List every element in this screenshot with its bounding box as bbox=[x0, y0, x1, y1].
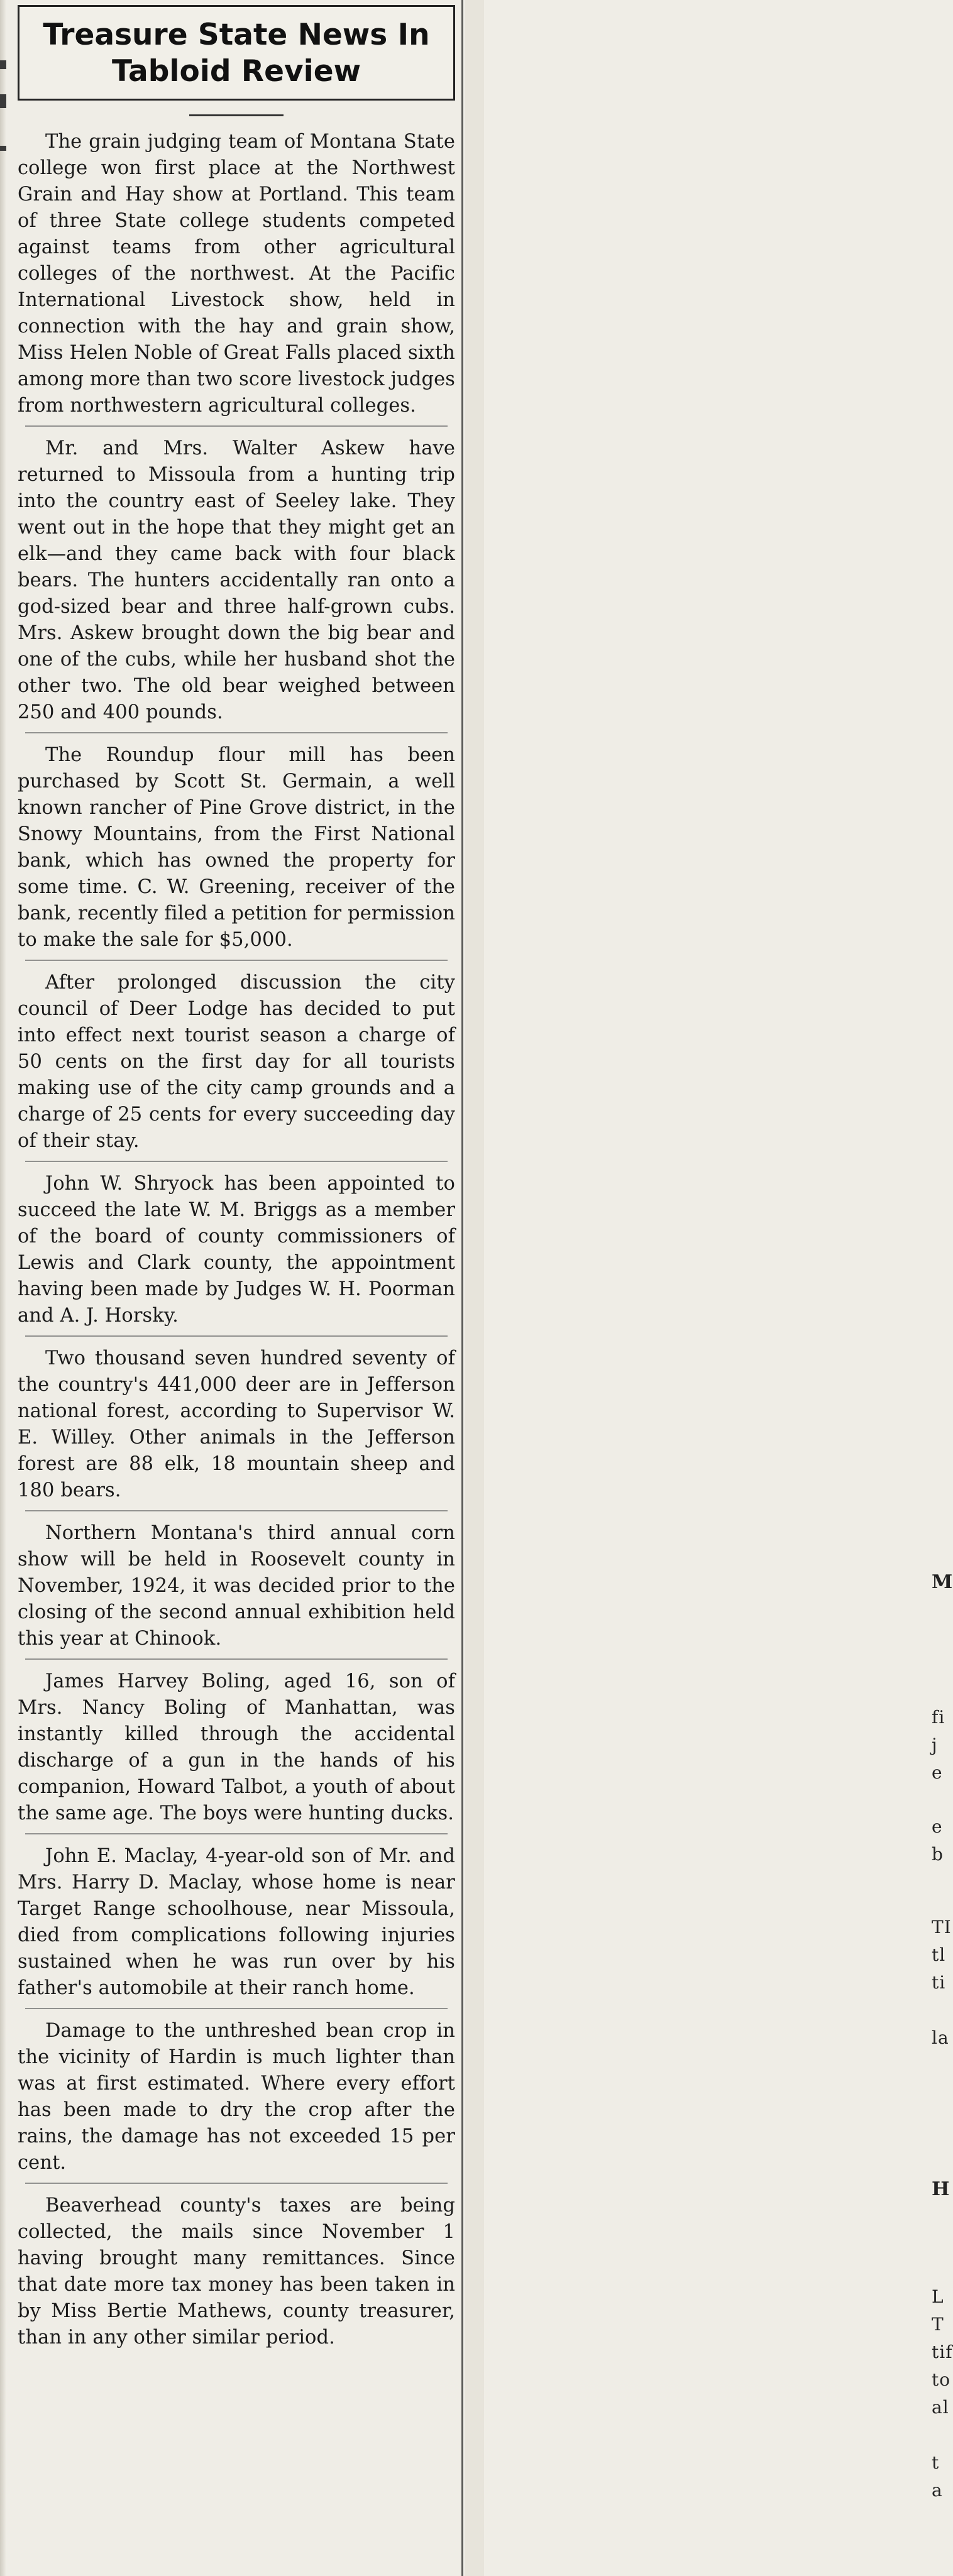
item-separator bbox=[25, 2008, 448, 2009]
news-item: John E. Maclay, 4-year-old son of Mr. and Mrs. Harry D. Maclay, whose home is near Target Range schoolhouse, near Missoula, died from complications following injuries sustained when he was run over by his father's automobile at their ranch home. bbox=[18, 1845, 455, 1999]
adjacent-fragment: tl bbox=[932, 1944, 946, 1965]
adjacent-fragment: e bbox=[932, 1816, 943, 1837]
adjacent-fragment: la bbox=[932, 2027, 949, 2048]
news-item: The grain judging team of Montana State college won first place at the Northwest Grain and Hay show at Portland. This team of three State college students competed against teams from other agricultural colleges of the northwest. At the Pacific International Livestock show, held in connection with the hay and grain show, Miss Helen Noble of Great Falls placed sixth among more than two score livestock judges from northwestern agricultural colleges. bbox=[18, 131, 455, 417]
news-item: Beaverhead county's taxes are being collected, the mails since November 1 having brought many remittances. Since that date more tax money has been taken in by Miss Bertie Mathews, county treasurer, than in any other similar period. bbox=[18, 2195, 455, 2349]
adjacent-fragment: H bbox=[932, 2178, 950, 2200]
item-separator bbox=[25, 1510, 448, 1511]
adjacent-fragment: b bbox=[932, 1844, 944, 1865]
item-separator bbox=[25, 2183, 448, 2184]
item-separator bbox=[25, 960, 448, 961]
headline-divider bbox=[189, 114, 284, 116]
news-item: Northern Montana's third annual corn show will be held in Roosevelt county in November, 1924, it was decided prior to the closing of the second annual exhibition held this year at Chinook. bbox=[18, 1522, 455, 1650]
item-separator bbox=[25, 1335, 448, 1337]
column-rule bbox=[461, 0, 463, 2576]
article-column bbox=[18, 0, 455, 2357]
news-item: John W. Shryock has been appointed to succeed the late W. M. Briggs as a member of the board of county commissioners of Lewis and Clark county, the appointment having been made by Judges W. H. Poorman and A. J. Horsky. bbox=[18, 1173, 455, 1327]
adjacent-fragment: a bbox=[932, 2480, 943, 2501]
adjacent-fragment: j bbox=[932, 1735, 938, 1755]
news-item: Damage to the unthreshed bean crop in the vicinity of Hardin is much lighter than was at first estimated. Where every effort has been made to dry the crop after the rains, the damage has not exceeded 15 per cent. bbox=[18, 2020, 455, 2174]
adjacent-fragment: al bbox=[932, 2397, 949, 2418]
adjacent-fragment: to bbox=[932, 2369, 951, 2390]
adjacent-fragment: L bbox=[932, 2286, 944, 2307]
news-item: Two thousand seven hundred seventy of the country's 441,000 deer are in Jefferson national forest, according to Supervisor W. E. Willey. Other animals in the Jefferson forest are 88 elk, 18 mountain sheep and 180 bears. bbox=[18, 1347, 455, 1501]
item-separator bbox=[25, 425, 448, 427]
item-separator bbox=[25, 732, 448, 733]
adjacent-fragment: fi bbox=[932, 1707, 945, 1728]
adjacent-column-fragment bbox=[465, 0, 953, 2576]
adjacent-fragment: ti bbox=[932, 1972, 946, 1993]
headline-box bbox=[18, 5, 455, 101]
item-separator bbox=[25, 1658, 448, 1660]
adjacent-fragment: tif bbox=[932, 2342, 953, 2362]
left-column-fragment-marks bbox=[0, 0, 9, 2576]
adjacent-fragment: M bbox=[932, 1571, 953, 1593]
adjacent-fragment: TI bbox=[932, 1917, 952, 1937]
adjacent-fragment: t bbox=[932, 2452, 940, 2473]
item-separator bbox=[25, 1833, 448, 1834]
headline: Treasure State News In Tabloid Review bbox=[43, 18, 430, 89]
news-item: Mr. and Mrs. Walter Askew have returned to Missoula from a hunting trip into the country east of Seeley lake. They went out in the hope that they might get an elk—and they came back with four black bears. The hunters accidentally ran onto a god-sized bear and three half-grown cubs. Mrs. Askew brought down the big bear and one of the cubs, while her husband shot the other two. The old bear weighed between 250 and 400 pounds. bbox=[18, 437, 455, 723]
news-item: The Roundup flour mill has been purchased by Scott St. Germain, a well known rancher of Pine Grove district, in the Snowy Mountains, from the First National bank, which has owned the property for some time. C. W. Greening, receiver of the bank, recently filed a petition for permission to make the sale for $5,000. bbox=[18, 744, 455, 951]
item-separator bbox=[25, 1161, 448, 1162]
adjacent-fragment: T bbox=[932, 2314, 944, 2335]
news-item: James Harvey Boling, aged 16, son of Mrs. Nancy Boling of Manhattan, was instantly killed through the accidental discharge of a gun in the hands of his companion, Howard Talbot, a youth of about the same age. The boys were hunting ducks. bbox=[18, 1670, 455, 1824]
news-item: After prolonged discussion the city council of Deer Lodge has decided to put into effect next tourist season a charge of 50 cents on the first day for all tourists making use of the city camp grounds and a charge of 25 cents for every succeeding day of their stay. bbox=[18, 972, 455, 1152]
adjacent-fragment: e bbox=[932, 1762, 943, 1783]
